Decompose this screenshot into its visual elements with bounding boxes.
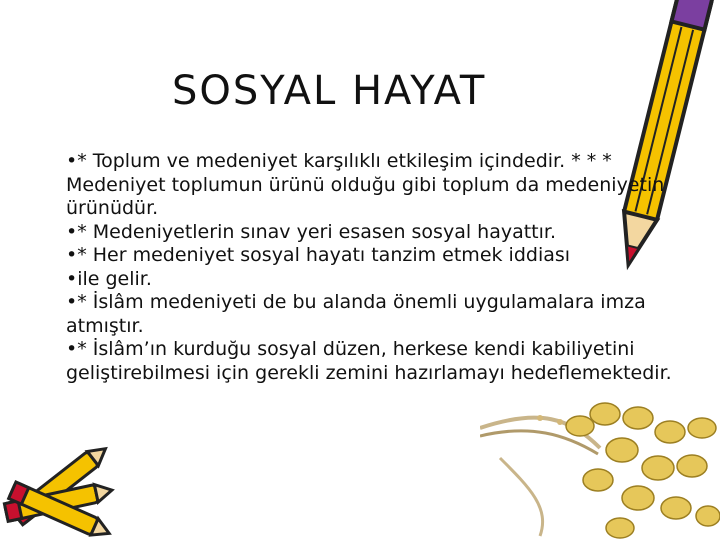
paragraph: •* Toplum ve medeniyet karşılıklı etkileşim içindedir. * * * Medeniyet toplumun ürünü olduğu gibi toplum da medeniyetin ürünüdür. [66,150,665,219]
paragraph: •* İslâm’ın kurduğu sosyal düzen, herkese kendi kabiliyetini geliştirebilmesi için gerekli zemini hazırlamayı hedeflemektedir. [66,338,672,384]
body-text [66,150,686,385]
paragraph: •ile gelir. [66,267,152,290]
paragraph: •* Medeniyetlerin sınav yeri esasen sosyal hayattır. [66,220,557,243]
paragraph: •* Her medeniyet sosyal hayatı tanzim etmek iddiası [66,244,571,266]
pencils-icon [0,436,120,540]
paragraph: •* İslâm medeniyeti de bu alanda önemli uygulamalara imza atmıştır. [66,291,646,337]
beads-photo [480,388,720,540]
slide-title: SOSYAL HAYAT [172,68,487,114]
